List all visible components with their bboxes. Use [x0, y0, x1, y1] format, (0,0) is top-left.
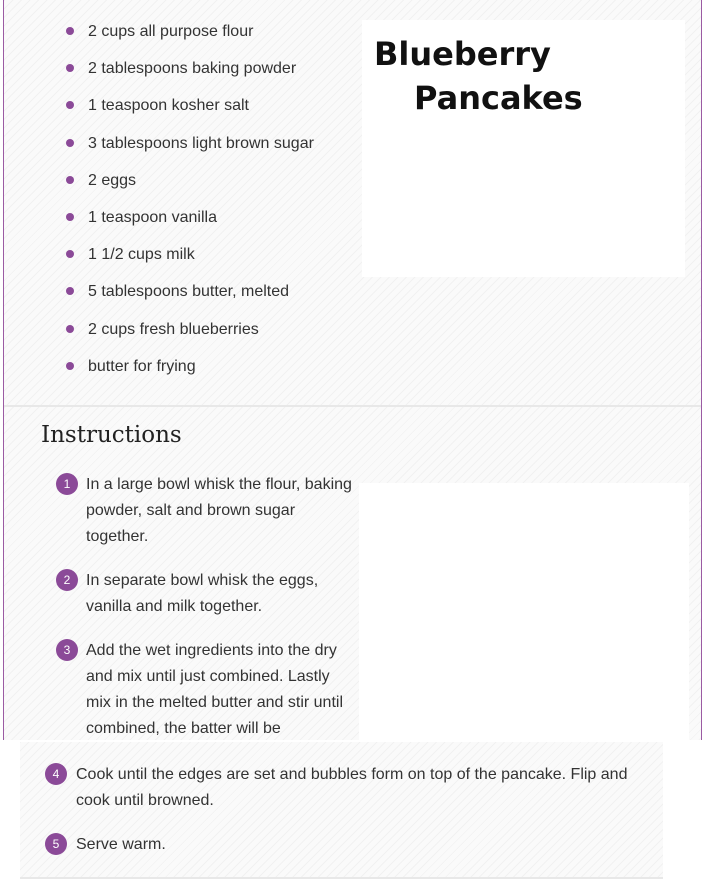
ingredient-text: 3 tablespoons light brown sugar — [88, 134, 314, 152]
instruction-step — [56, 638, 356, 738]
instruction-step — [56, 472, 356, 550]
ingredient-text: butter for frying — [88, 357, 196, 375]
bullet-icon — [66, 287, 74, 295]
ingredient-item — [62, 318, 314, 355]
ingredient-text: 2 tablespoons baking powder — [88, 60, 297, 78]
ingredient-item — [62, 169, 314, 206]
step-number-badge: 4 — [45, 763, 67, 785]
step-text: In separate bowl whisk the eggs, vanilla and milk together. — [86, 572, 319, 615]
recipe-title-line1: Blueberry — [374, 35, 551, 73]
side-panel — [359, 483, 689, 740]
bullet-icon — [66, 176, 74, 184]
step-number-badge: 5 — [45, 833, 67, 855]
ingredient-text: 2 cups fresh blueberries — [88, 320, 259, 338]
instruction-step — [56, 568, 356, 620]
section-divider — [4, 405, 701, 407]
bullet-icon — [66, 362, 74, 370]
recipe-card — [3, 0, 702, 740]
instructions-continued — [20, 742, 663, 878]
ingredient-text: 2 cups all purpose flour — [88, 23, 254, 40]
bottom-divider — [20, 877, 663, 879]
recipe-title — [374, 32, 583, 120]
ingredient-item — [62, 355, 314, 392]
step-text: Cook until the edges are set and bubbles form on top of the pancake. Flip and cook until browned. — [76, 766, 628, 809]
instructions-heading: Instructions — [41, 422, 182, 448]
recipe-title-line2: Pancakes — [414, 79, 583, 117]
ingredient-item — [62, 132, 314, 169]
step-text: Serve warm. — [76, 836, 166, 853]
ingredient-text: 5 tablespoons butter, melted — [88, 283, 290, 301]
ingredient-item — [62, 94, 314, 131]
ingredient-item — [62, 243, 314, 280]
bullet-icon — [66, 101, 74, 109]
ingredients-list — [62, 20, 314, 392]
ingredient-item — [62, 20, 314, 57]
instruction-step — [45, 832, 655, 858]
bullet-icon — [66, 213, 74, 221]
ingredient-item — [62, 280, 314, 317]
bullet-icon — [66, 325, 74, 333]
step-text: Add the wet ingredients into the dry and mix until just combined. Lastly mix in the melted butter and stir until combined, the batter will be — [86, 642, 344, 737]
step-number-badge: 1 — [56, 473, 78, 495]
step-text: In a large bowl whisk the flour, baking powder, salt and brown sugar together. — [86, 476, 352, 545]
ingredient-item — [62, 57, 314, 94]
ingredient-text: 1 1/2 cups milk — [88, 246, 195, 264]
ingredient-text: 2 eggs — [88, 171, 137, 189]
bullet-icon — [66, 139, 74, 147]
ingredient-text: 1 teaspoon kosher salt — [88, 97, 249, 115]
recipe-title-panel — [362, 20, 685, 277]
ingredient-text: 1 teaspoon vanilla — [88, 208, 217, 226]
instruction-step — [45, 762, 655, 814]
step-number-badge: 3 — [56, 639, 78, 661]
bullet-icon — [66, 250, 74, 258]
bullet-icon — [66, 27, 74, 35]
step-number-badge: 2 — [56, 569, 78, 591]
bullet-icon — [66, 64, 74, 72]
ingredient-item — [62, 206, 314, 243]
